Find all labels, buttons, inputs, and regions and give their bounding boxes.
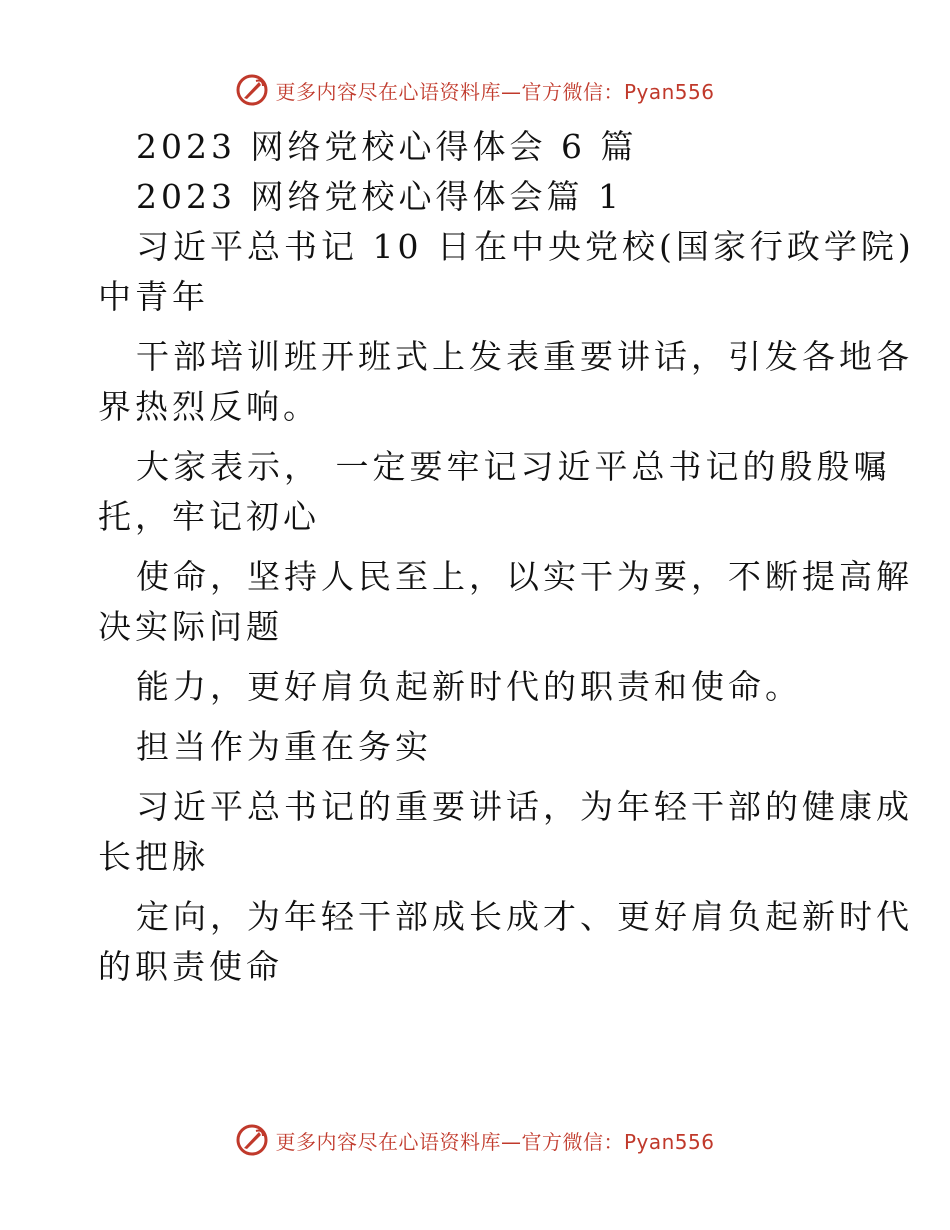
paragraph-line: 大家表示， 一定要牢记习近平总书记的殷殷嘱 [136, 447, 891, 486]
subheading: 担当作为重在务实 [136, 727, 432, 766]
paragraph-line: 习近平总书记 10 日在中央党校(国家行政学院) [136, 227, 915, 266]
paragraph-line: 能力，更好肩负起新时代的职责和使命。 [136, 667, 802, 706]
paragraph-line: 的职责使命 [98, 947, 283, 986]
section-heading: 2023 网络党校心得体会篇 1 [136, 177, 623, 216]
paragraph-line: 干部培训班开班式上发表重要讲话，引发各地各 [136, 337, 913, 376]
paragraph-line: 使命，坚持人民至上，以实干为要，不断提高解 [136, 557, 913, 596]
document-title: 2023 网络党校心得体会 6 篇 [136, 127, 638, 166]
paragraph-line: 中青年 [98, 277, 209, 316]
watermark-text: 更多内容尽在心语资料库—官方微信：Pyan556 [275, 79, 715, 104]
header-watermark [0, 70, 950, 110]
paragraph-line: 习近平总书记的重要讲话，为年轻干部的健康成 [136, 787, 913, 826]
paragraph-line: 界热烈反响。 [98, 387, 320, 426]
paragraph-line: 定向，为年轻干部成长成才、更好肩负起新时代 [136, 897, 913, 936]
watermark-text: 更多内容尽在心语资料库—官方微信：Pyan556 [275, 1129, 715, 1154]
paragraph-line: 托，牢记初心 [98, 497, 320, 536]
paragraph-line: 长把脉 [98, 837, 209, 876]
quill-logo-icon [235, 73, 269, 107]
footer-watermark [0, 1120, 950, 1160]
quill-logo-icon [235, 1123, 269, 1157]
paragraph-line: 决实际问题 [98, 607, 283, 646]
document-body [98, 122, 915, 992]
